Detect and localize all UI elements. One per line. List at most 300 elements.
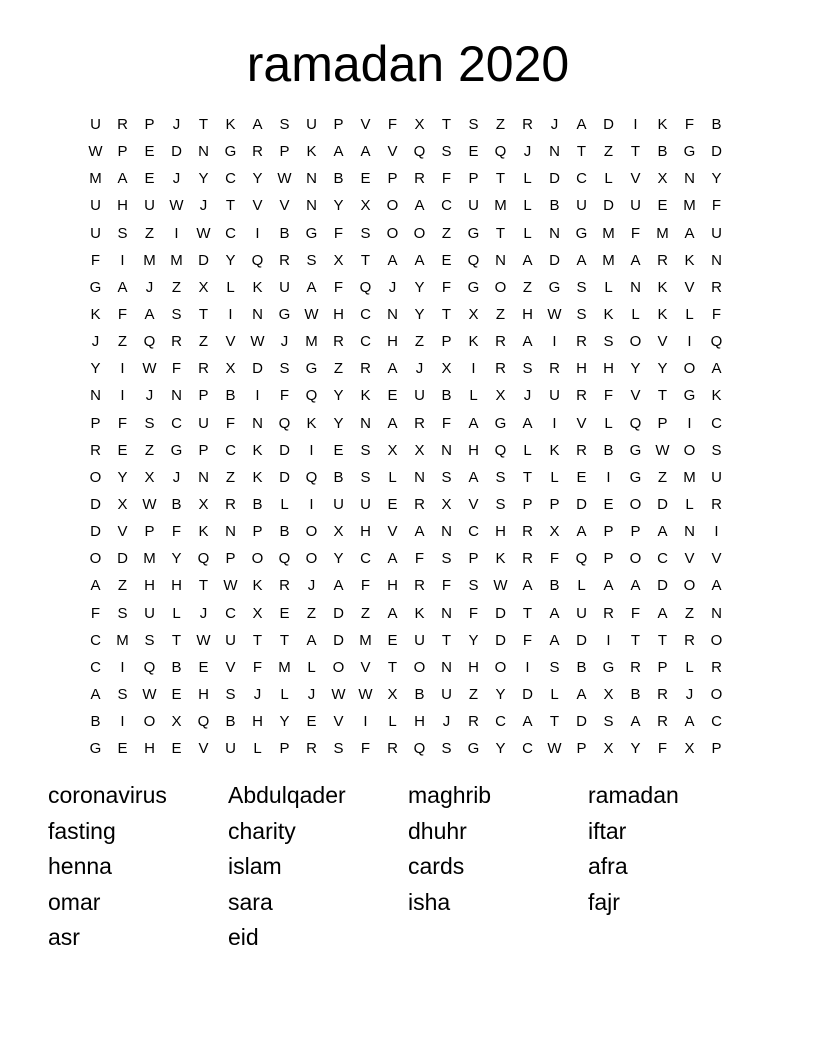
word-list-item: sara bbox=[228, 888, 273, 915]
grid-letter: D bbox=[495, 631, 506, 649]
grid-letter: X bbox=[684, 740, 695, 758]
grid-letter: A bbox=[630, 251, 641, 269]
grid-letter: B bbox=[576, 658, 587, 676]
grid-letter: I bbox=[120, 387, 125, 405]
grid-letter: T bbox=[522, 604, 533, 622]
grid-letter: O bbox=[305, 550, 318, 568]
grid-letter: H bbox=[522, 305, 533, 323]
grid-letter: Z bbox=[657, 468, 668, 486]
grid-letter: V bbox=[198, 740, 209, 758]
grid-letter: N bbox=[684, 523, 695, 541]
grid-letter: R bbox=[117, 116, 128, 133]
grid-letter: Z bbox=[603, 143, 614, 161]
grid-letter: X bbox=[414, 116, 425, 133]
grid-letter: Y bbox=[630, 740, 641, 758]
grid-letter: X bbox=[198, 495, 209, 513]
grid-letter: P bbox=[333, 116, 344, 133]
grid-letter: G bbox=[548, 278, 561, 296]
grid-letter: A bbox=[711, 577, 722, 595]
grid-letter: A bbox=[90, 577, 101, 595]
grid-letter: W bbox=[547, 305, 562, 323]
grid-letter: Z bbox=[441, 224, 452, 242]
grid-letter: N bbox=[711, 251, 722, 269]
grid-letter: L bbox=[604, 278, 613, 296]
word-list-item: islam bbox=[228, 853, 282, 879]
grid-letter: C bbox=[225, 224, 236, 242]
grid-letter: S bbox=[117, 604, 128, 622]
grid-letter: J bbox=[523, 143, 532, 161]
grid-letter: Y bbox=[414, 278, 425, 296]
grid-letter: A bbox=[144, 305, 155, 323]
grid-letter: D bbox=[603, 116, 614, 133]
grid-letter: R bbox=[414, 495, 425, 513]
grid-letter: Y bbox=[468, 631, 479, 649]
grid-letter: G bbox=[224, 143, 237, 161]
grid-letter: N bbox=[495, 251, 506, 269]
grid-letter: L bbox=[550, 685, 559, 703]
grid-letter: O bbox=[710, 631, 723, 649]
grid-letter: H bbox=[171, 577, 182, 595]
grid-letter: Y bbox=[279, 713, 290, 731]
grid-letter: P bbox=[522, 495, 533, 513]
grid-letter: F bbox=[117, 414, 128, 432]
grid-letter: F bbox=[90, 251, 101, 269]
grid-letter: C bbox=[495, 713, 506, 731]
grid-letter: T bbox=[360, 251, 371, 269]
grid-letter: K bbox=[414, 604, 425, 622]
grid-letter: R bbox=[306, 740, 317, 758]
grid-letter: O bbox=[251, 550, 264, 568]
grid-letter: I bbox=[120, 251, 125, 269]
grid-letter: O bbox=[494, 278, 507, 296]
grid-letter: Q bbox=[278, 550, 291, 568]
grid-letter: H bbox=[387, 577, 398, 595]
grid-letter: A bbox=[306, 278, 317, 296]
grid-letter: G bbox=[170, 441, 183, 459]
grid-letter: U bbox=[198, 414, 209, 432]
grid-letter: A bbox=[549, 631, 560, 649]
grid-letter: Q bbox=[359, 278, 372, 296]
grid-letter: V bbox=[225, 658, 236, 676]
grid-letter: U bbox=[441, 685, 452, 703]
grid-letter: B bbox=[414, 685, 425, 703]
grid-letter: J bbox=[388, 278, 397, 296]
grid-letter: R bbox=[225, 495, 236, 513]
grid-letter: T bbox=[630, 631, 641, 649]
grid-letter: B bbox=[549, 197, 560, 215]
grid-letter: I bbox=[363, 713, 368, 731]
grid-letter: P bbox=[549, 495, 560, 513]
grid-letter: R bbox=[198, 360, 209, 378]
grid-letter: Q bbox=[278, 414, 291, 432]
grid-letter: C bbox=[225, 441, 236, 459]
grid-letter: V bbox=[360, 658, 371, 676]
grid-letter: T bbox=[522, 468, 533, 486]
grid-letter: S bbox=[576, 278, 587, 296]
grid-letter: M bbox=[143, 550, 156, 568]
grid-letter: R bbox=[468, 713, 479, 731]
grid-letter: T bbox=[495, 170, 506, 188]
grid-letter: U bbox=[711, 224, 722, 242]
grid-letter: A bbox=[522, 577, 533, 595]
grid-letter: A bbox=[603, 577, 614, 595]
grid-letter: P bbox=[252, 523, 263, 541]
grid-letter: B bbox=[630, 685, 641, 703]
grid-letter: O bbox=[683, 577, 696, 595]
grid-letter: R bbox=[387, 740, 398, 758]
grid-letter: W bbox=[331, 685, 346, 703]
grid-letter: W bbox=[277, 170, 292, 188]
grid-letter: J bbox=[280, 333, 289, 351]
grid-letter: N bbox=[441, 604, 452, 622]
grid-letter: L bbox=[307, 658, 316, 676]
grid-letter: U bbox=[711, 468, 722, 486]
grid-letter: J bbox=[172, 170, 181, 188]
grid-letter: M bbox=[683, 197, 696, 215]
grid-letter: D bbox=[603, 197, 614, 215]
grid-letter: W bbox=[223, 577, 238, 595]
grid-letter: B bbox=[711, 116, 722, 133]
grid-letter: Q bbox=[305, 387, 318, 405]
grid-letter: R bbox=[711, 658, 722, 676]
grid-letter: K bbox=[603, 305, 614, 323]
grid-letter: O bbox=[683, 360, 696, 378]
grid-letter: O bbox=[629, 495, 642, 513]
grid-letter: Q bbox=[575, 550, 588, 568]
grid-letter: L bbox=[280, 495, 289, 513]
grid-letter: J bbox=[199, 604, 208, 622]
grid-letter: V bbox=[630, 387, 641, 405]
grid-letter: C bbox=[711, 414, 722, 432]
grid-letter: O bbox=[143, 713, 156, 731]
grid-letter: E bbox=[171, 740, 182, 758]
grid-letter: J bbox=[685, 685, 694, 703]
grid-letter: I bbox=[552, 414, 557, 432]
grid-letter: S bbox=[441, 468, 452, 486]
grid-letter: M bbox=[656, 224, 669, 242]
grid-letter: I bbox=[606, 468, 611, 486]
grid-letter: V bbox=[468, 495, 479, 513]
grid-letter: S bbox=[144, 631, 155, 649]
grid-letter: Y bbox=[630, 360, 641, 378]
grid-letter: Q bbox=[494, 143, 507, 161]
grid-letter: F bbox=[441, 278, 452, 296]
grid-letter: H bbox=[468, 441, 479, 459]
grid-letter: O bbox=[305, 523, 318, 541]
grid-letter: R bbox=[711, 278, 722, 296]
grid-letter: N bbox=[171, 387, 182, 405]
grid-letter: F bbox=[603, 387, 614, 405]
grid-letter: O bbox=[413, 224, 426, 242]
grid-letter: S bbox=[306, 251, 317, 269]
grid-letter: H bbox=[576, 360, 587, 378]
grid-letter: P bbox=[630, 523, 641, 541]
grid-letter: K bbox=[711, 387, 722, 405]
word-list-item: asr bbox=[48, 924, 80, 950]
grid-letter: I bbox=[525, 658, 530, 676]
grid-letter: O bbox=[683, 441, 696, 459]
grid-letter: B bbox=[252, 495, 263, 513]
grid-letter: E bbox=[387, 631, 398, 649]
grid-letter: V bbox=[684, 550, 695, 568]
grid-letter: P bbox=[198, 441, 209, 459]
grid-letter: G bbox=[305, 360, 318, 378]
grid-letter: A bbox=[387, 360, 398, 378]
grid-letter: B bbox=[549, 577, 560, 595]
grid-letter: U bbox=[90, 224, 101, 242]
grid-letter: L bbox=[523, 441, 532, 459]
grid-letter: A bbox=[684, 224, 695, 242]
grid-letter: U bbox=[144, 604, 155, 622]
grid-letter: A bbox=[522, 414, 533, 432]
grid-letter: H bbox=[495, 523, 506, 541]
grid-letter: X bbox=[414, 441, 425, 459]
grid-letter: C bbox=[360, 305, 371, 323]
grid-letter: E bbox=[360, 170, 371, 188]
grid-letter: T bbox=[441, 305, 452, 323]
grid-letter: Z bbox=[171, 278, 182, 296]
grid-letter: M bbox=[359, 631, 372, 649]
grid-letter: Z bbox=[198, 333, 209, 351]
grid-letter: L bbox=[172, 604, 181, 622]
grid-letter: A bbox=[684, 713, 695, 731]
grid-letter: A bbox=[387, 251, 398, 269]
grid-letter: R bbox=[414, 414, 425, 432]
grid-letter: A bbox=[576, 685, 587, 703]
grid-letter: I bbox=[309, 495, 314, 513]
grid-letter: R bbox=[576, 387, 587, 405]
grid-letter: X bbox=[387, 441, 398, 459]
grid-letter: Y bbox=[495, 685, 506, 703]
grid-letter: U bbox=[576, 604, 587, 622]
grid-letter: X bbox=[387, 685, 398, 703]
grid-letter: Z bbox=[333, 360, 344, 378]
grid-letter: R bbox=[90, 441, 101, 459]
grid-letter: X bbox=[603, 740, 614, 758]
grid-letter: Y bbox=[333, 414, 344, 432]
grid-letter: Q bbox=[143, 333, 156, 351]
grid-letter: Z bbox=[414, 333, 425, 351]
grid-letter: N bbox=[90, 387, 101, 405]
grid-letter: P bbox=[468, 550, 479, 568]
grid-letter: Y bbox=[657, 360, 668, 378]
grid-letter: R bbox=[414, 577, 425, 595]
grid-letter: I bbox=[174, 224, 179, 242]
grid-letter: S bbox=[603, 713, 614, 731]
grid-letter: K bbox=[252, 577, 263, 595]
grid-letter: W bbox=[88, 143, 103, 161]
grid-letter: U bbox=[360, 495, 371, 513]
grid-letter: S bbox=[333, 740, 344, 758]
grid-letter: P bbox=[279, 143, 290, 161]
grid-letter: W bbox=[169, 197, 184, 215]
grid-letter: T bbox=[198, 116, 209, 133]
word-list-item: iftar bbox=[588, 817, 627, 844]
grid-letter: I bbox=[633, 116, 638, 133]
grid-letter: U bbox=[90, 116, 101, 133]
word-list-item: afra bbox=[588, 853, 628, 879]
grid-letter: Y bbox=[252, 170, 263, 188]
grid-letter: N bbox=[306, 170, 317, 188]
grid-letter: L bbox=[523, 197, 532, 215]
grid-letter: A bbox=[252, 116, 263, 133]
grid-letter: K bbox=[657, 278, 668, 296]
grid-letter: O bbox=[494, 658, 507, 676]
grid-letter: G bbox=[629, 441, 642, 459]
grid-letter: L bbox=[685, 658, 694, 676]
grid-letter: S bbox=[603, 333, 614, 351]
grid-letter: R bbox=[171, 333, 182, 351]
grid-letter: P bbox=[441, 333, 452, 351]
grid-letter: K bbox=[495, 550, 506, 568]
grid-letter: H bbox=[252, 713, 263, 731]
grid-letter: S bbox=[360, 441, 371, 459]
grid-letter: G bbox=[305, 224, 318, 242]
grid-letter: F bbox=[441, 170, 452, 188]
grid-letter: V bbox=[387, 523, 398, 541]
grid-letter: Z bbox=[495, 116, 506, 133]
word-list bbox=[48, 778, 768, 956]
grid-letter: E bbox=[468, 143, 479, 161]
grid-letter: F bbox=[117, 305, 128, 323]
grid-letter: R bbox=[576, 441, 587, 459]
grid-letter: P bbox=[117, 143, 128, 161]
grid-letter: T bbox=[441, 631, 452, 649]
grid-letter: B bbox=[171, 495, 182, 513]
grid-letter: U bbox=[414, 387, 425, 405]
grid-letter: V bbox=[630, 170, 641, 188]
grid-letter: K bbox=[306, 143, 317, 161]
grid-letter: S bbox=[117, 224, 128, 242]
grid-letter: S bbox=[144, 414, 155, 432]
grid-letter: A bbox=[576, 523, 587, 541]
grid-letter: Y bbox=[414, 305, 425, 323]
grid-letter: B bbox=[441, 387, 452, 405]
grid-letter: U bbox=[225, 631, 236, 649]
grid-letter: J bbox=[253, 685, 262, 703]
grid-letter: C bbox=[360, 333, 371, 351]
grid-letter: A bbox=[630, 713, 641, 731]
grid-letter: G bbox=[629, 468, 642, 486]
grid-letter: P bbox=[225, 550, 236, 568]
grid-letter: P bbox=[711, 740, 722, 758]
grid-letter: Y bbox=[333, 387, 344, 405]
grid-letter: X bbox=[117, 495, 128, 513]
grid-letter: A bbox=[414, 523, 425, 541]
grid-letter: C bbox=[90, 658, 101, 676]
grid-letter: O bbox=[629, 550, 642, 568]
grid-letter: R bbox=[522, 550, 533, 568]
grid-letter: W bbox=[547, 740, 562, 758]
grid-letter: T bbox=[198, 305, 209, 323]
grid-letter: L bbox=[604, 414, 613, 432]
grid-letter: R bbox=[252, 143, 263, 161]
grid-letter: S bbox=[117, 685, 128, 703]
word-list-item: maghrib bbox=[408, 782, 492, 808]
grid-letter: X bbox=[441, 495, 452, 513]
grid-letter: N bbox=[225, 523, 236, 541]
grid-letter: M bbox=[602, 224, 615, 242]
grid-letter: F bbox=[279, 387, 290, 405]
grid-letter: L bbox=[577, 577, 586, 595]
grid-letter: U bbox=[279, 278, 290, 296]
grid-letter: F bbox=[252, 658, 263, 676]
grid-letter: J bbox=[172, 468, 181, 486]
grid-letter: I bbox=[120, 360, 125, 378]
grid-letter: A bbox=[576, 251, 587, 269]
grid-letter: R bbox=[414, 170, 425, 188]
grid-letter: T bbox=[657, 387, 668, 405]
grid-letter: W bbox=[358, 685, 373, 703]
grid-letter: R bbox=[522, 116, 533, 133]
grid-letter: U bbox=[90, 197, 101, 215]
grid-letter: U bbox=[576, 197, 587, 215]
grid-letter: C bbox=[468, 523, 479, 541]
grid-letter: L bbox=[469, 387, 478, 405]
grid-letter: J bbox=[145, 387, 154, 405]
grid-letter: P bbox=[90, 414, 101, 432]
grid-letter: O bbox=[386, 224, 399, 242]
grid-letter: M bbox=[143, 251, 156, 269]
grid-letter: Z bbox=[468, 685, 479, 703]
grid-letter: R bbox=[360, 360, 371, 378]
grid-letter: R bbox=[495, 333, 506, 351]
grid-letter: P bbox=[576, 740, 587, 758]
grid-letter: Y bbox=[711, 170, 722, 188]
word-list-item: fasting bbox=[48, 817, 116, 844]
grid-letter: A bbox=[306, 631, 317, 649]
grid-letter: Y bbox=[171, 550, 182, 568]
grid-letter: E bbox=[441, 251, 452, 269]
grid-letter: K bbox=[684, 251, 695, 269]
grid-letter: K bbox=[252, 468, 263, 486]
grid-letter: H bbox=[117, 197, 128, 215]
grid-letter: V bbox=[576, 414, 587, 432]
grid-letter: R bbox=[279, 577, 290, 595]
grid-letter: P bbox=[603, 550, 614, 568]
grid-letter: F bbox=[90, 604, 101, 622]
grid-letter: J bbox=[91, 333, 100, 351]
grid-letter: N bbox=[252, 305, 263, 323]
grid-letter: M bbox=[170, 251, 183, 269]
grid-letter: K bbox=[549, 441, 560, 459]
grid-letter: K bbox=[468, 333, 479, 351]
grid-letter: L bbox=[604, 170, 613, 188]
grid-letter: L bbox=[523, 170, 532, 188]
grid-letter: X bbox=[198, 278, 209, 296]
grid-letter: I bbox=[687, 414, 692, 432]
grid-letter: S bbox=[576, 305, 587, 323]
grid-letter: S bbox=[360, 224, 371, 242]
grid-letter: Q bbox=[143, 658, 156, 676]
grid-letter: B bbox=[90, 713, 101, 731]
grid-letter: L bbox=[631, 305, 640, 323]
grid-letter: F bbox=[630, 604, 641, 622]
grid-letter: T bbox=[549, 713, 560, 731]
word-list-item: isha bbox=[408, 888, 451, 915]
page-title: ramadan 2020 bbox=[246, 36, 570, 92]
grid-letter: P bbox=[657, 414, 668, 432]
word-list-item: henna bbox=[48, 853, 112, 879]
grid-letter: G bbox=[602, 658, 615, 676]
word-list-item: charity bbox=[228, 817, 296, 844]
grid-letter: A bbox=[333, 577, 344, 595]
grid-letter: B bbox=[603, 441, 614, 459]
grid-letter: D bbox=[549, 251, 560, 269]
grid-letter: N bbox=[306, 197, 317, 215]
grid-letter: D bbox=[576, 631, 587, 649]
grid-letter: H bbox=[468, 658, 479, 676]
